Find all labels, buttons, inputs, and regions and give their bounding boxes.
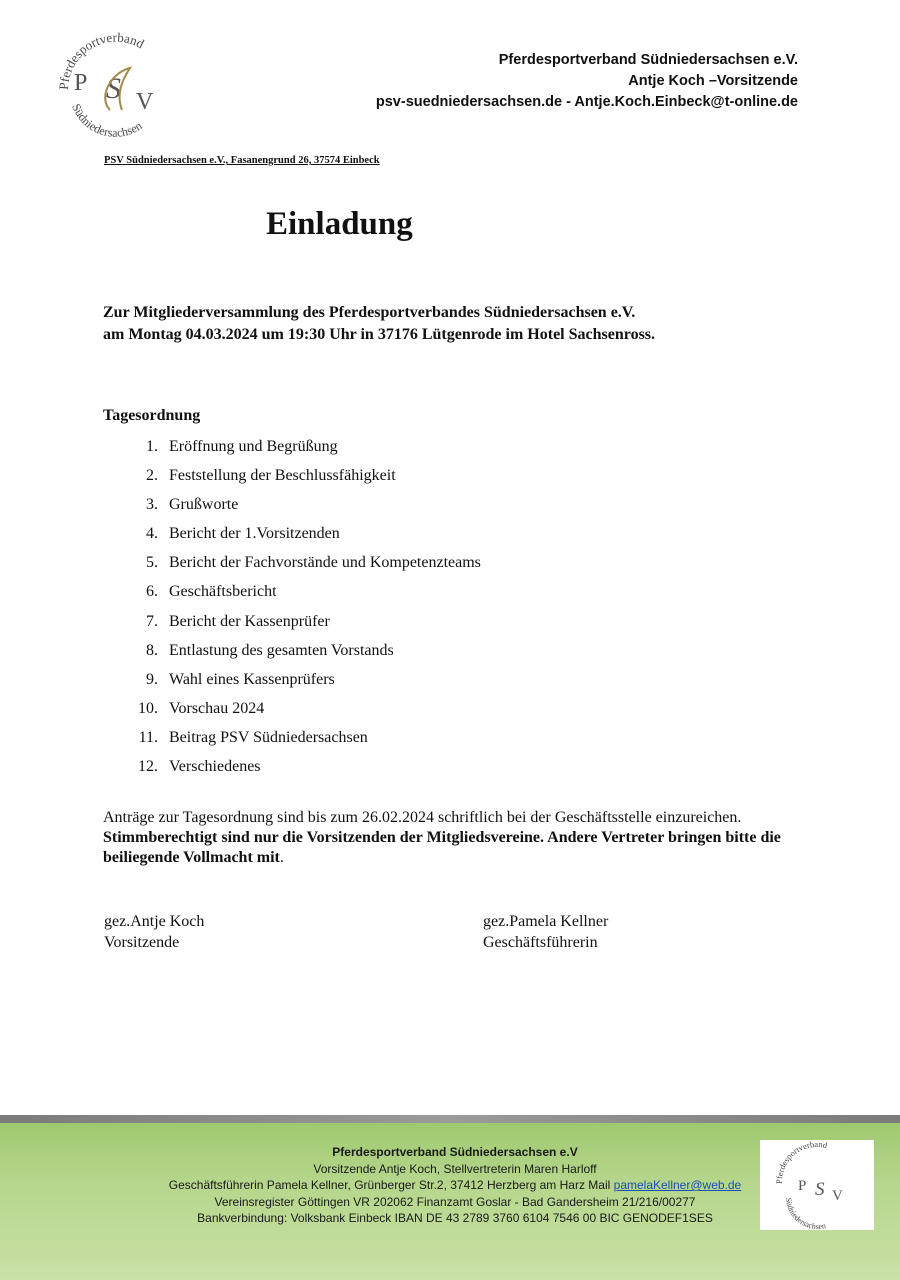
agenda-item-text: Entlastung des gesamten Vorstands <box>169 641 394 659</box>
psv-logo <box>50 18 180 148</box>
agenda-item-text: Verschiedenes <box>169 758 261 776</box>
agenda-item-text: Vorschau 2024 <box>169 699 265 717</box>
footer-logo-icon <box>760 1140 874 1230</box>
agenda-item-number: 3. <box>146 496 158 514</box>
signature-manager <box>483 911 608 953</box>
footer-logo <box>760 1140 874 1230</box>
agenda-item-text: Feststellung der Beschlussfähigkeit <box>169 467 396 485</box>
letterhead-chair: Antje Koch –Vorsitzende <box>628 73 798 89</box>
svg-text:Pferdesportverband <box>56 30 147 91</box>
deadline-note: Anträge zur Tagesordnung sind bis zum 26.02.2024 schriftlich bei der Geschäftsstelle einzureichen. <box>103 809 742 826</box>
notes <box>103 808 793 868</box>
agenda-item-text: Bericht der 1.Vorsitzenden <box>169 525 340 543</box>
footer-divider <box>0 1115 900 1123</box>
agenda-item-text: Beitrag PSV Südniedersachsen <box>169 728 368 746</box>
agenda-item-number: 8. <box>146 641 158 659</box>
intro-line-1: Zur Mitgliederversammlung des Pferdesportverbandes Südniedersachsen e.V. <box>103 304 636 321</box>
agenda-item-number: 10. <box>138 699 158 717</box>
footer-org: Pferdesportverband Südniedersachsen e.V <box>332 1145 578 1159</box>
agenda-item <box>103 726 481 755</box>
voting-note: Stimmberechtigt sind nur die Vorsitzenden der Mitgliedsvereine. Andere Vertreter bringen bitte die beiliegende Vollmacht mit <box>103 829 781 866</box>
agenda-item-number: 2. <box>146 467 158 485</box>
letterhead <box>376 50 798 113</box>
intro-text <box>103 302 655 346</box>
agenda-item <box>103 639 481 668</box>
document-title: Einladung <box>266 206 413 242</box>
agenda-heading: Tagesordnung <box>103 407 201 424</box>
agenda-item-number: 11. <box>138 728 158 746</box>
agenda-item-number: 4. <box>146 525 158 543</box>
footer-logo-ring-bottom: Südniedersachsen <box>783 1197 827 1230</box>
footer-logo-letter-p: P <box>798 1178 807 1194</box>
signature-chair <box>104 911 204 953</box>
logo-letter-s: S <box>106 72 121 105</box>
agenda-item-number: 5. <box>146 554 158 572</box>
agenda-list <box>103 435 481 784</box>
footer-logo-letter-s: S <box>815 1179 825 1200</box>
footer-bank: Bankverbindung: Volksbank Einbeck IBAN DE 43 2789 3760 6104 7546 00 BIC GENODEF1SES <box>197 1211 713 1225</box>
agenda-item <box>103 668 481 697</box>
letterhead-contact[interactable]: psv-suedniedersachsen.de - Antje.Koch.Einbeck@t-online.de <box>375 94 798 110</box>
footer-manager: Geschäftsführerin Pamela Kellner, Grünberger Str.2, 37412 Herzberg am Harz Mail <box>168 1178 614 1192</box>
agenda-item <box>103 522 481 551</box>
agenda-item-text: Bericht der Kassenprüfer <box>169 612 330 630</box>
agenda-item <box>103 610 481 639</box>
logo-letter-v: V <box>136 89 154 115</box>
logo-ring-top-text: Pferdesportverband <box>55 29 147 91</box>
agenda-item-text: Eröffnung und Begrüßung <box>169 438 338 455</box>
agenda-item-number: 7. <box>146 612 158 630</box>
agenda-item <box>103 697 481 726</box>
agenda-item <box>103 755 481 784</box>
signature-name: gez.Antje Koch <box>104 913 205 930</box>
agenda-item-number: 6. <box>146 583 158 601</box>
agenda-item-text: Wahl eines Kassenprüfers <box>169 670 335 688</box>
sender-address: PSV Südniedersachsen e.V., Fasanengrund 26, 37574 Einbeck <box>104 155 380 166</box>
agenda-item-number: 9. <box>146 670 158 688</box>
footer-logo-letter-v: V <box>832 1188 843 1204</box>
agenda-item <box>103 493 481 522</box>
logo-ring-bottom-text: Südniedersachsen <box>69 101 145 140</box>
footer-mail-link[interactable]: pamelaKellner@web.de <box>613 1178 742 1192</box>
agenda-item <box>103 551 481 580</box>
intro-line-2: am Montag 04.03.2024 um 19:30 Uhr in 37176 Lütgenrode im Hotel Sachsenross. <box>103 326 656 343</box>
footer-text <box>110 1144 800 1227</box>
logo-letter-p: P <box>74 70 88 96</box>
agenda-item <box>103 435 481 464</box>
agenda-item <box>103 464 481 493</box>
footer-board: Vorsitzende Antje Koch, Stellvertreterin Maren Harloff <box>313 1161 597 1176</box>
agenda-item <box>103 580 481 609</box>
voting-note-end: . <box>279 849 284 866</box>
agenda-item-text: Grußworte <box>169 496 239 514</box>
agenda-item-text: Geschäftsbericht <box>169 583 277 601</box>
signature-name: gez.Pamela Kellner <box>483 913 609 930</box>
letterhead-org: Pferdesportverband Südniedersachsen e.V. <box>498 52 798 68</box>
signature-role: Vorsitzende <box>104 934 180 951</box>
signature-role: Geschäftsführerin <box>483 934 598 951</box>
footer-register: Vereinsregister Göttingen VR 202062 Finanzamt Goslar - Bad Gandersheim 21/216/00277 <box>214 1194 696 1209</box>
agenda-item-text: Bericht der Fachvorstände und Kompetenzteams <box>169 554 481 572</box>
agenda-item-number: 1. <box>146 438 158 455</box>
agenda-item-number: 12. <box>138 758 158 776</box>
svg-text:Südniedersachsen <box>784 1197 827 1230</box>
footer-logo-ring-top: Pferdesportverband <box>773 1140 829 1185</box>
